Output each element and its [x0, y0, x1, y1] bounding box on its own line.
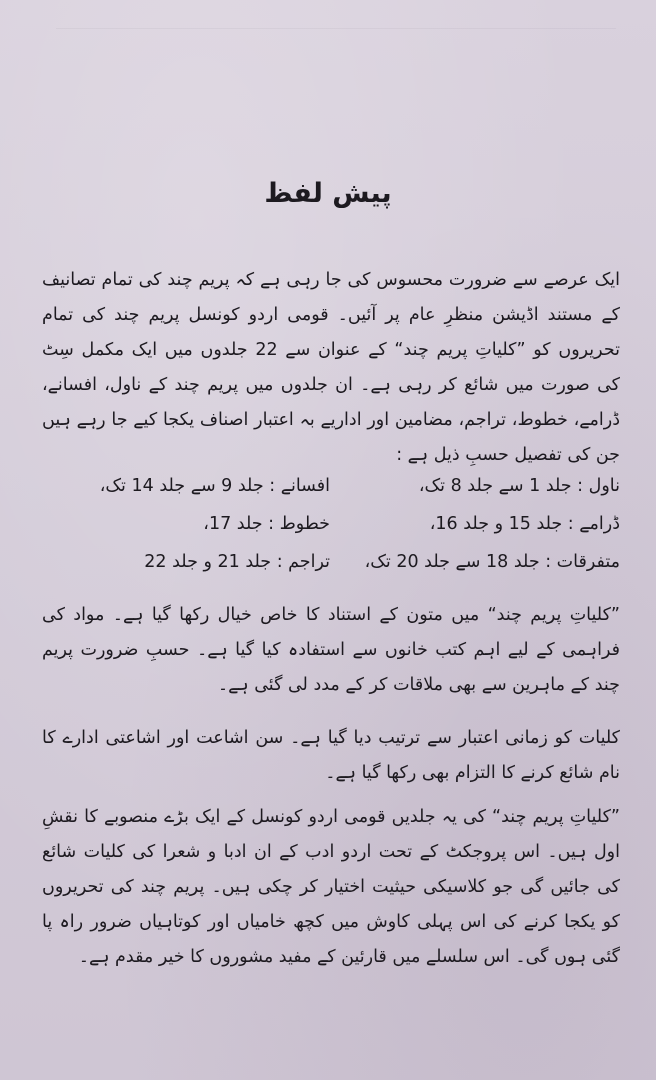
show-through-texture — [56, 28, 616, 89]
volume-row — [42, 506, 620, 544]
paragraph-intro: ایک عرصے سے ضرورت محسوس کی جا رہی ہے کہ پریم چند کی تمام تصانیف کے مستند اڈیشن منظرِ عام پر آئیں۔ قومی اردو کونسل پریم چند کی تمام تحریروں کو ”کلیاتِ پریم چند“ کے عنوان سے 22 جلدوں میں ایک مکمل سِٹ کی صورت میں شائع کر رہی ہے۔ ان جلدوں میں پریم چند کے ناول، افسانے، ڈرامے، خطوط، تراجم، مضامین اور اداریے بہ اعتبار اصناف یکجا کیے جا رہے ہیں جن کی تفصیل حسبِ ذیل ہے : — [42, 270, 620, 465]
volume-entry: تراجم : جلد 21 و جلد 22 — [144, 552, 330, 572]
volume-row — [42, 544, 620, 582]
volume-list — [42, 468, 620, 582]
paragraph-sources: ”کلیاتِ پریم چند“ میں متون کے استناد کا خاص خیال رکھا گیا ہے۔ مواد کی فراہمی کے لیے اہم کتب خانوں سے استفادہ کیا گیا ہے۔ حسبِ ضرورت پریم چند کے ماہرین سے بھی ملاقات کر کے مدد لی گئی ہے۔ — [42, 605, 620, 695]
paragraph-project: ”کلیاتِ پریم چند“ کی یہ جلدیں قومی اردو کونسل کے ایک بڑے منصوبے کا نقشِ اول ہیں۔ اس پروجکٹ کے تحت اردو ادب کے ان ادبا و شعرا کی کلیات شائع کی جائیں گی جو کلاسیکی حیثیت اختیار کر چکی ہیں۔ پریم چند کی تحریروں کو یکجا کرنے کی اس پہلی کاوش میں کچھ خامیاں اور کوتاہیاں ضرور راہ پا گئی ہوں گی۔ اس سلسلے میں قارئین کے مفید مشوروں کا خیر مقدم ہے۔ — [42, 807, 620, 967]
paragraph-arrangement: کلیات کو زمانی اعتبار سے ترتیب دیا گیا ہے۔ سن اشاعت اور اشاعتی ادارے کا نام شائع کرنے کا التزام بھی رکھا گیا ہے۔ — [42, 728, 620, 783]
volume-entry: ڈرامے : جلد 15 و جلد 16، — [429, 514, 620, 534]
volume-row — [42, 468, 620, 506]
volume-entry: خطوط : جلد 17، — [203, 514, 330, 534]
volume-entry: افسانے : جلد 9 سے جلد 14 تک، — [99, 476, 330, 496]
volume-entry: ناول : جلد 1 سے جلد 8 تک، — [418, 476, 620, 496]
page-title: پیش لفظ — [264, 178, 392, 209]
volume-entry: متفرقات : جلد 18 سے جلد 20 تک، — [364, 552, 620, 572]
